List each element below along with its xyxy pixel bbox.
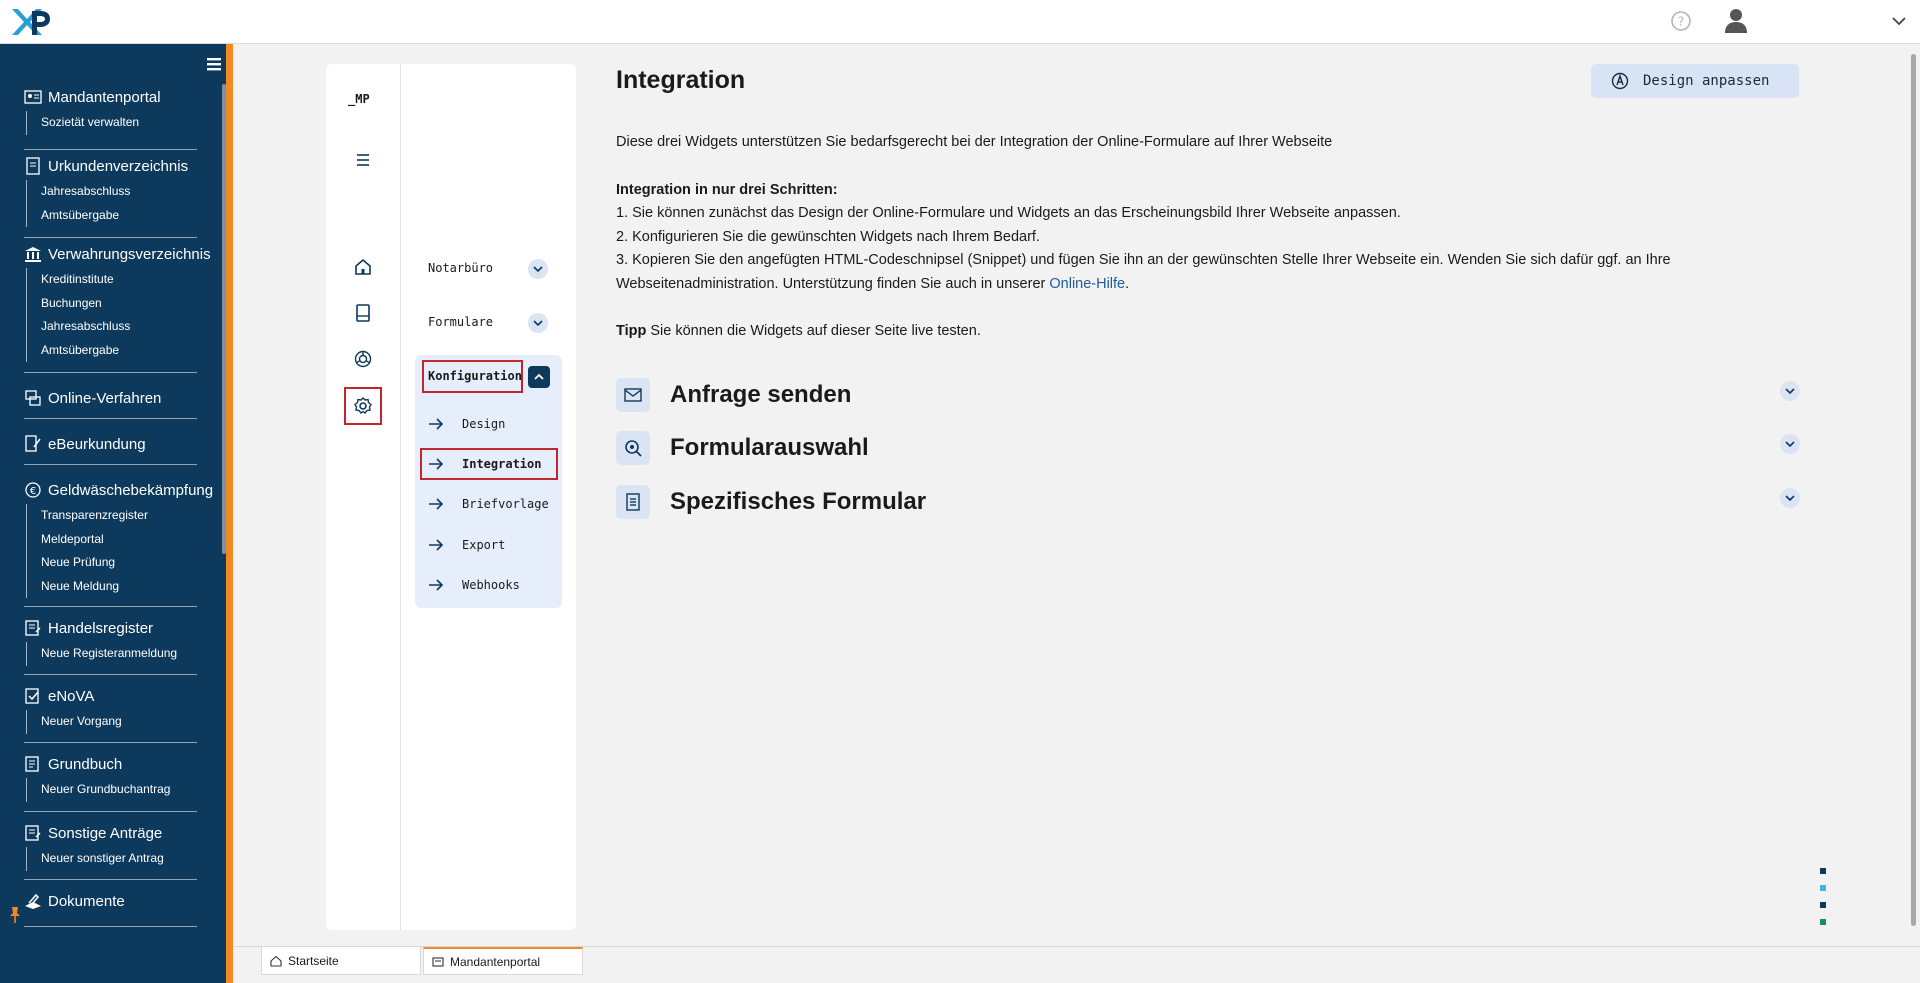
nav-separator (24, 742, 197, 743)
chevron-down-icon[interactable] (1780, 488, 1800, 508)
nav-sub-item[interactable]: Jahresabschluss (26, 180, 210, 204)
steps-title-text: Integration in nur drei Schritten: (616, 182, 838, 198)
mp-label: _MP (348, 92, 370, 106)
openai-icon (353, 349, 373, 369)
tab-bar (233, 946, 1920, 983)
search-icon (616, 431, 650, 465)
nav-sub-item[interactable]: Kreditinstitute (26, 268, 210, 292)
submenu-briefvorlage[interactable] (428, 491, 549, 517)
top-bar (0, 0, 1920, 44)
scrollbar-thumb[interactable] (1911, 54, 1916, 926)
nav-group-mandantenportal (0, 86, 210, 135)
tip-body: Sie können die Widgets auf dieser Seite live testen. (646, 323, 981, 339)
nav-sub-item[interactable]: Neue Registeranmeldung (26, 642, 210, 666)
tab-mandantenportal[interactable] (423, 947, 583, 975)
online-icon (24, 389, 42, 407)
nav-item-mandantenportal[interactable] (0, 86, 210, 108)
nav-accent-strip (226, 44, 233, 983)
nav-sub-item[interactable]: Meldeportal (26, 528, 210, 552)
arrow-right-icon (428, 496, 444, 512)
page-title: Integration (616, 66, 746, 94)
section-notarbuero[interactable]: Notarbüro (428, 261, 494, 275)
nav-label: Online-Verfahren (48, 389, 162, 407)
accordion-formularauswahl[interactable] (616, 430, 1800, 466)
nav-label: Verwahrungsverzeichnis (48, 245, 211, 263)
tab-startseite[interactable] (261, 947, 421, 975)
pin-icon[interactable] (8, 906, 22, 924)
nav-separator (24, 149, 197, 150)
panel-divider (400, 64, 401, 930)
nav-separator (24, 926, 197, 927)
nav-sub-item[interactable]: Buchungen (26, 292, 210, 316)
portal-icon (432, 956, 444, 968)
nav-separator (24, 879, 197, 880)
nav-item-grundbuch[interactable] (0, 753, 210, 775)
home-icon (270, 955, 282, 967)
ai-nav[interactable] (346, 342, 380, 376)
tab-label: Mandantenportal (450, 954, 541, 969)
decorative-dots (1820, 868, 1826, 936)
accordion-label: Formularauswahl (670, 434, 869, 461)
envelope-icon (616, 378, 650, 412)
nav-item-dokumente[interactable] (0, 890, 210, 912)
nav-sub-item[interactable]: Transparenzregister (26, 504, 210, 528)
xp-logo[interactable] (10, 7, 52, 37)
enova-icon (24, 687, 42, 705)
nav-item-online-verfahren[interactable] (0, 387, 210, 409)
left-navigation (0, 44, 226, 983)
nav-label: eNoVA (48, 687, 95, 705)
menu-toggle[interactable] (346, 143, 380, 177)
nav-label: Dokumente (48, 892, 125, 910)
help-icon[interactable] (1670, 10, 1692, 32)
arrow-right-icon (428, 456, 444, 472)
nav-label: Grundbuch (48, 755, 123, 773)
gear-icon (353, 396, 373, 416)
nav-group-online-verfahren (0, 387, 210, 409)
home-nav[interactable] (346, 250, 380, 284)
steps-title (616, 179, 838, 203)
accordion-label: Anfrage senden (670, 381, 852, 408)
nav-sub-item[interactable]: Sozietät verwalten (26, 111, 210, 135)
tip-label: Tipp (616, 323, 647, 339)
nav-item-verwahrungsverzeichnis[interactable] (0, 243, 210, 265)
form-icon (24, 824, 42, 842)
chevron-up-icon[interactable] (528, 366, 550, 388)
submenu-label: Integration (462, 457, 542, 471)
intro-text: Diese drei Widgets unterstützen Sie bedarfsgerecht bei der Integration der Online-Formulare auf Ihrer Webseite (616, 134, 1333, 150)
nav-item-enova[interactable] (0, 685, 210, 707)
chevron-down-icon[interactable] (528, 313, 548, 333)
hamburger-icon (353, 150, 373, 170)
accordion-label: Spezifisches Formular (670, 488, 927, 515)
section-formulare[interactable]: Formulare (428, 315, 494, 329)
chevron-down-icon[interactable] (1890, 12, 1908, 30)
nav-item-sonstige-antraege[interactable] (0, 822, 210, 844)
design-icon (1611, 72, 1629, 90)
submenu-integration[interactable] (420, 448, 558, 480)
submenu-label: Webhooks (462, 578, 520, 592)
document-icon (24, 157, 42, 175)
accordion-anfrage-senden[interactable] (616, 377, 1800, 413)
home-icon (353, 257, 373, 277)
register-icon (24, 619, 42, 637)
nav-item-geldwaeschebekaempfung[interactable] (0, 479, 214, 501)
arrow-right-icon (428, 537, 444, 553)
submenu-export[interactable] (428, 532, 505, 558)
nav-sub-item[interactable]: Amtsübergabe (26, 339, 210, 363)
money-icon (24, 481, 42, 499)
tip-text (616, 320, 981, 344)
nav-label: Geldwäschebekämpfung (48, 481, 214, 499)
design-anpassen-button[interactable] (1591, 64, 1799, 98)
hamburger-menu-icon[interactable] (206, 56, 222, 72)
chevron-down-icon[interactable] (528, 259, 548, 279)
nav-item-urkundenverzeichnis[interactable] (0, 155, 210, 177)
submenu-label: Briefvorlage (462, 497, 549, 511)
nav-group-urkundenverzeichnis (0, 155, 210, 227)
chevron-down-icon[interactable] (1780, 381, 1800, 401)
nav-separator (24, 418, 197, 419)
nav-group-grundbuch (0, 753, 210, 802)
nav-separator (24, 372, 197, 373)
documents-icon (24, 892, 42, 910)
tab-label: Startseite (288, 953, 339, 968)
section-konfiguration[interactable]: Konfiguration (422, 360, 523, 393)
nav-label: eBeurkundung (48, 435, 146, 453)
chevron-down-icon[interactable] (1780, 434, 1800, 454)
nav-sub-item[interactable]: Jahresabschluss (26, 315, 210, 339)
nav-label: Sonstige Anträge (48, 824, 163, 842)
nav-label: Mandantenportal (48, 88, 161, 106)
arrow-right-icon (428, 416, 444, 432)
design-anpassen-label: Design anpassen (1643, 73, 1770, 89)
form-icon (616, 485, 650, 519)
online-hilfe-link[interactable]: Online-Hilfe (1049, 276, 1126, 292)
step-3: 3. Kopieren Sie den angefügten HTML-Codeschnipsel (Snippet) und fügen Sie ihn an der gewünschten Stelle Ihrer Webseite ein. Wenden Sie sich dafür ggf. an Ihre (616, 252, 1671, 268)
portal-icon (24, 88, 42, 106)
nav-sub-item[interactable]: Neuer Grundbuchantrag (26, 778, 210, 802)
grundbuch-icon (24, 755, 42, 773)
nav-separator (24, 464, 197, 465)
nav-group-geldwaesche (0, 479, 214, 598)
nav-item-handelsregister[interactable] (0, 617, 210, 639)
nav-sub-item[interactable]: Neuer Vorgang (26, 710, 210, 734)
nav-separator (24, 606, 197, 607)
nav-group-verwahrungsverzeichnis (0, 243, 210, 362)
nav-group-sonstige-antraege (0, 822, 210, 871)
nav-group-handelsregister (0, 617, 210, 666)
settings-nav[interactable] (346, 389, 380, 423)
step-3b-text: Webseitenadministration. Unterstützung finden Sie auch in unserer (616, 276, 1050, 292)
nav-sub-item[interactable]: Neue Meldung (26, 575, 210, 599)
nav-sub-item[interactable]: Neue Prüfung (26, 551, 210, 575)
step-2: 2. Konfigurieren Sie die gewünschten Widgets nach Ihrem Bedarf. (616, 229, 1040, 245)
nav-label: Handelsregister (48, 619, 154, 637)
bank-icon (24, 245, 42, 263)
submenu-label: Export (462, 538, 506, 552)
book-nav[interactable] (346, 296, 380, 330)
nav-separator (24, 811, 197, 812)
svg-text:€: € (29, 486, 37, 497)
step-1: 1. Sie können zunächst das Design der Online-Formulare und Widgets an das Erscheinungsbild Ihrer Webseite anpassen. (616, 205, 1401, 221)
accordion-spezifisches-formular[interactable] (616, 484, 1800, 520)
svg-text:?: ? (1677, 14, 1685, 29)
nav-label: Urkundenverzeichnis (48, 157, 189, 175)
ebeurkundung-icon (24, 435, 42, 453)
nav-group-ebeurkundung (0, 433, 210, 455)
book-icon (353, 303, 373, 323)
submenu-webhooks[interactable] (428, 572, 520, 598)
nav-sub-item[interactable]: Neuer sonstiger Antrag (26, 847, 210, 871)
nav-sub-item[interactable]: Amtsübergabe (26, 204, 210, 228)
submenu-label: Design (462, 417, 506, 431)
main-scrollbar[interactable] (1906, 44, 1920, 946)
submenu-design[interactable] (428, 411, 505, 437)
arrow-right-icon (428, 577, 444, 593)
nav-item-ebeurkundung[interactable] (0, 433, 210, 455)
nav-group-dokumente (0, 890, 210, 912)
nav-separator (24, 237, 197, 238)
step-3-continued (616, 273, 1129, 297)
step-3c-text: . (1125, 276, 1130, 292)
nav-separator (24, 674, 197, 675)
nav-group-enova (0, 685, 210, 734)
user-icon[interactable] (1724, 8, 1748, 34)
